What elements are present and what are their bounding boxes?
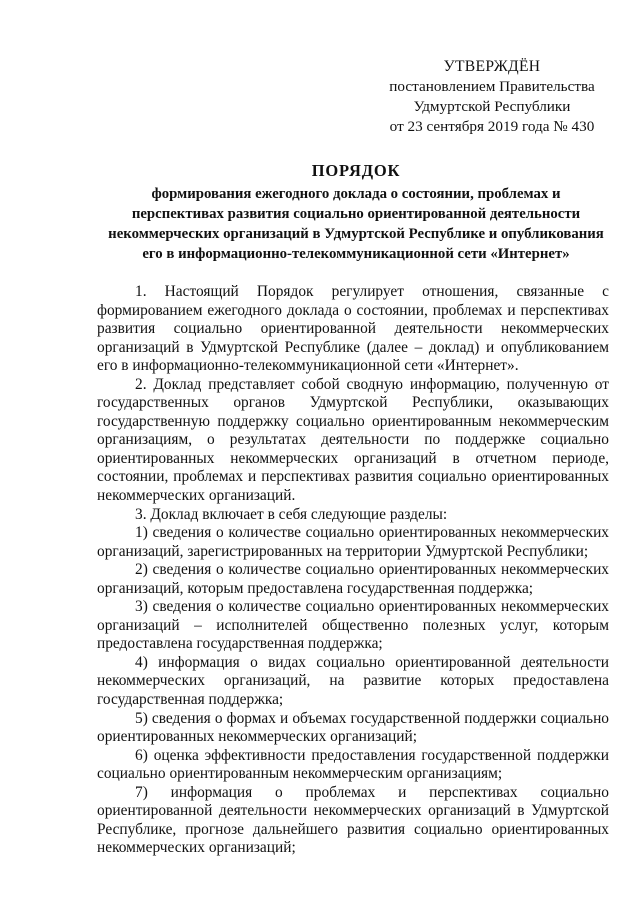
list-item-7: 7) информация о проблемах и перспективах социально ориентированной деятельности некоммерческих организаций в Удмуртской Республике, прогнозе дальнейшего развития социально ориентированных некоммерческих организаций; [97, 783, 609, 857]
list-item-3: 3) сведения о количестве социально ориентированных некоммерческих организаций – исполнителей общественно полезных услуг, которым предоставлена государственная поддержка; [97, 598, 609, 653]
title-subtitle: формирования ежегодного доклада о состоянии, проблемах и перспективах развития социально ориентированной деятельности некоммерческих организаций в Удмуртской Республике и опубликования его в информационно-телекоммуникационной сети «Интернет» [108, 186, 604, 262]
list-item-6: 6) оценка эффективности предоставления государственной поддержки социально ориентированным некоммерческим организациям; [97, 746, 609, 783]
list-item-5: 5) сведения о формах и объемах государственной поддержки социально ориентированных некоммерческих организаций; [97, 709, 609, 746]
title-main: ПОРЯДОК [311, 161, 401, 180]
list-item-1: 1) сведения о количестве социально ориентированных некоммерческих организаций, зарегистрированных на территории Удмуртской Республики; [97, 524, 609, 560]
list-item-2: 2) сведения о количестве социально ориентированных некоммерческих организаций, которым предоставлена государственная поддержка; [97, 561, 609, 597]
list-item-4: 4) информация о видах социально ориентированной деятельности некоммерческих организаций, на развитие которых предоставлена государственная поддержка; [97, 653, 609, 709]
approval-heading: УТВЕРЖДЁН [443, 58, 541, 75]
document-title [108, 160, 604, 264]
paragraph-1: 1. Настоящий Порядок регулирует отношения, связанные с формированием ежегодного доклада о состоянии, проблемах и перспективах развития социально ориентированной деятельности некоммерческих организаций в Удмуртской Республике (далее – доклад) и опубликованием его в информационно-телекоммуникационной сети «Интернет». [97, 283, 609, 375]
paragraph-2: 2. Доклад представляет собой сводную информацию, полученную от государственных органов Удмуртской Республики, оказывающих государственную поддержку социально ориентированным некоммерческим организациям, о результатах деятельности по поддержке социально ориентированных некоммерческих организаций в отчетном периоде, состоянии, проблемах и перспективах развития социально ориентированных некоммерческих организаций. [97, 375, 609, 505]
document-body [97, 283, 609, 858]
paragraph-3: 3. Доклад включает в себя следующие разделы: [135, 505, 448, 523]
approval-line-region: Удмуртской Республики [413, 98, 571, 115]
approval-line-date: от 23 сентября 2019 года № 430 [389, 118, 595, 135]
approval-line-decree: постановлением Правительства [389, 78, 595, 95]
approval-block [372, 57, 612, 137]
